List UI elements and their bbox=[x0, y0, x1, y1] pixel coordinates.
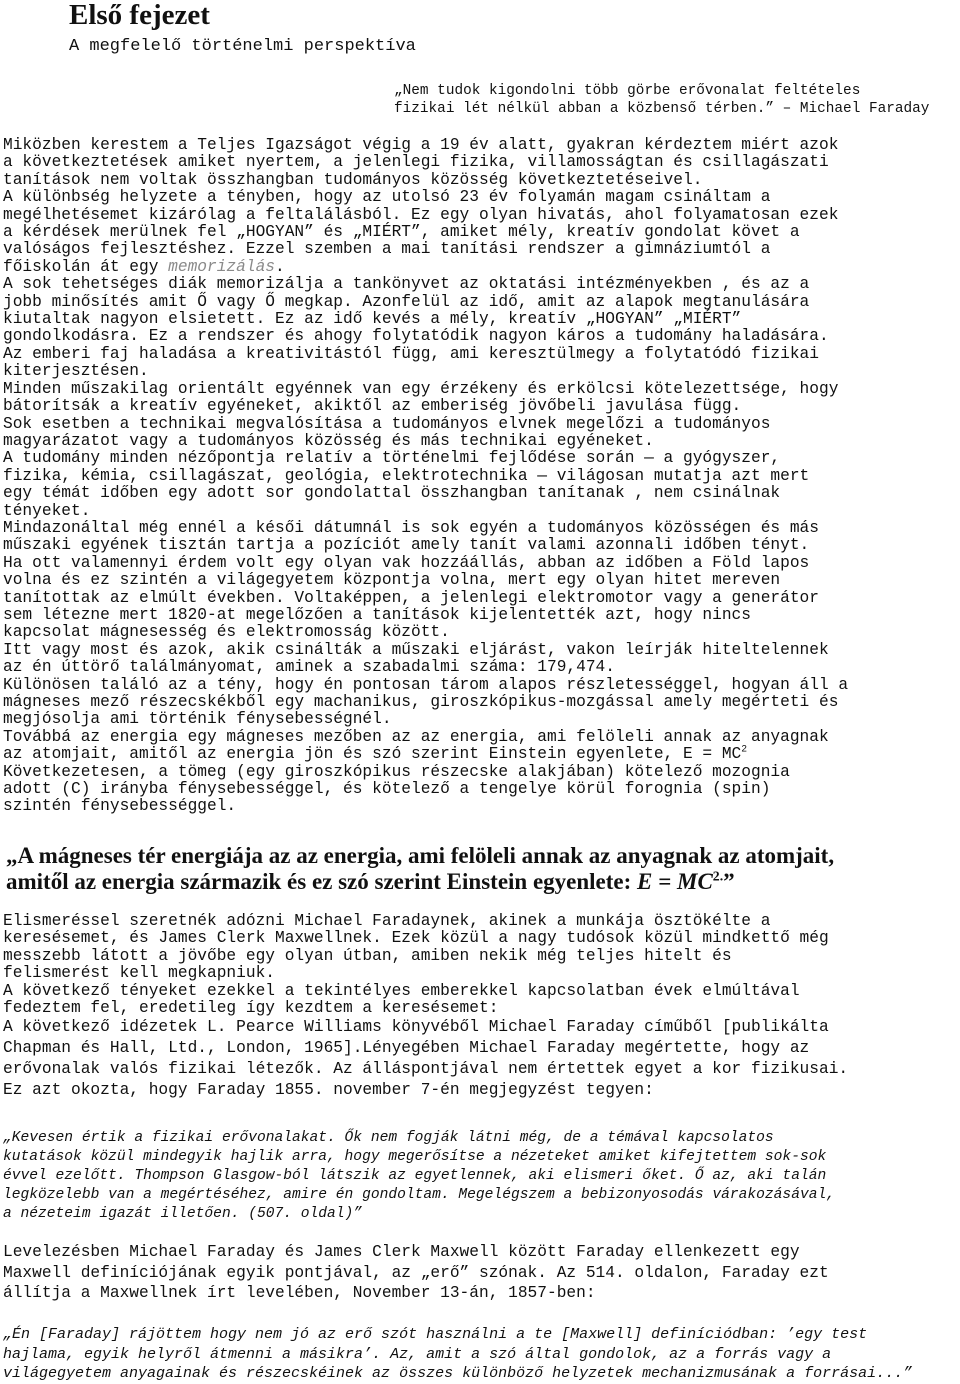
text-line: A különbség helyzete a tényben, hogy az utolsó 23 év folyamán magam csináltam a bbox=[3, 188, 771, 207]
quote-line: hajlama, egyik helyről átmenni a másikra’. Az, amit a szó által gondolok, az a forrás vagy a bbox=[3, 1345, 832, 1363]
text-line: A tudomány minden nézőpontja relatív a történelmi fejlődése során — a gyógyszer, bbox=[3, 449, 781, 468]
text-line: A következő tényeket ezekkel a tekintélyes emberekkel kapcsolatban évek elmúltával bbox=[3, 981, 800, 1000]
quote-line: „Én [Faraday] rájöttem hogy nem jó az erő szót használni a te [Maxwell] definíciódban: ’egy test bbox=[3, 1326, 868, 1343]
text-line: erővonalak valós fizikai létezők. Az álláspontjával nem értettek egyet a kor fizikusai. bbox=[3, 1060, 849, 1079]
text-fragment: főiskolán át egy bbox=[3, 257, 169, 276]
pull-quote-line: „A mágneses tér energiája az az energia, ami felöleli annak az anyagnak az atomjait, bbox=[6, 843, 835, 868]
text-line: a kérdések merülnek fel „HOGYAN” és „MIÉRT”, amiket mély, kreatív gondolat követ a bbox=[3, 223, 800, 242]
text-line: Következetesen, a tömeg (egy giroszkópikus részecske alakjában) kötelező mozognia bbox=[3, 762, 790, 781]
quote-line: évvel ezelőtt. Thompson Glasgow-ból látszik az egyetlennek, aki elismeri őket. Ő az, aki talán bbox=[3, 1168, 827, 1185]
quote-line: „Kevesen értik a fizikai erővonalakat. Ők nem fogják látni még, de a témával kapcsolatos bbox=[3, 1130, 774, 1146]
text-line: Ha ott valamennyi érdem volt egy olyan vak hozzáállás, abban az időben a Föld lapos bbox=[3, 553, 810, 572]
text-line: fedeztem fel, eredetileg így kezdtem a keresésemet: bbox=[3, 999, 499, 1018]
text-line: Ez azt okozta, hogy Faraday 1855. november 7-én megjegyzést tegyen: bbox=[3, 1080, 654, 1099]
acknowledgement-text bbox=[3, 913, 959, 1101]
text-line: A következő idézetek L. Pearce Williams könyvéből Michael Faraday címűből [publikálta bbox=[3, 1018, 829, 1037]
epigraph-line: fizikai lét nélkül abban a közbenső térben.” – Michael Faraday bbox=[394, 101, 930, 117]
text-line: tényeket. bbox=[3, 501, 91, 520]
pull-quote-text: amitől az energia származik és ez szó szerint Einstein egyenlete: bbox=[6, 869, 638, 894]
epigraph-line: „Nem tudok kigondolni több görbe erővonalat feltételes bbox=[394, 83, 861, 99]
text-line: magyarázatot vagy a tudományos közösség és más technikai egyéneket. bbox=[3, 431, 654, 450]
text-line: tanítottak az elmúlt években. Voltaképpen, a jelenlegi elektromotor vagy a generátor bbox=[3, 588, 819, 607]
text-line: Az emberi faj haladása a kreativitástól függ, ami keresztülmegy a folytatódó fizikai bbox=[3, 344, 819, 363]
text-line: Minden műszakilag orientált egyénnek van egy érzékeny és erkölcsi kötelezettsége, hogy bbox=[3, 379, 839, 398]
text-fragment: . bbox=[275, 257, 285, 276]
main-text bbox=[3, 137, 959, 816]
text-line: állítja a Maxwellnek írt levelében, November 13-án, 1857-ben: bbox=[3, 1284, 596, 1303]
text-line: kiterjesztésen. bbox=[3, 362, 149, 381]
text-line: tanítások nem voltak összhangban tudományos közösség következtetéseivel. bbox=[3, 170, 703, 189]
text-line: kapcsolat mágnesesség és elektromosság között. bbox=[3, 623, 450, 642]
superscript: 2 bbox=[741, 743, 748, 755]
correspondence-text bbox=[3, 1242, 959, 1304]
chapter-subtitle: A megfelelő történelmi perspektíva bbox=[69, 37, 416, 56]
text-line: Itt vagy most és azok, akik csinálták a műszaki eljárást, vakon leírják hiteltelennek bbox=[3, 640, 829, 659]
text-line: valóságos fejlesztéshez. Ezzel szemben a mai tanítási rendszer a gimnáziumtól a bbox=[3, 240, 771, 259]
text-line: Levelezésben Michael Faraday és James Clerk Maxwell között Faraday ellenkezett egy bbox=[3, 1243, 800, 1261]
faraday-quote bbox=[3, 1129, 953, 1224]
text-line: volna és ez szintén a világegyetem központja volna, mert egy olyan hitet mereven bbox=[3, 571, 781, 590]
quote-line: legközelebb van a megértéséhez, amire én gondoltam. Megelégszem a bebizonyosodás várakozásával, bbox=[3, 1187, 835, 1204]
text-line: sem létezne mert 1820-at megelőzően a tanítások kijelentették azt, hogy nincs bbox=[3, 605, 751, 624]
text-line: megélhetésemet kizárólag a feltalálásból. Ez egy olyan hivatás, ahol folyamatosan ezek bbox=[3, 205, 839, 224]
text-line: felismerést kell megkapniuk. bbox=[3, 964, 275, 983]
text-line: fizika, kémia, csillagászat, geológia, elektrotechnika — világosan mutatja azt mert bbox=[3, 466, 810, 485]
text-line: a következtetések amiket nyertem, a jelenlegi fizika, villamosságtan és csillagászati bbox=[3, 153, 829, 172]
text-fragment: az atomjait, amitől az energia jön és szó szerint Einstein egyenlete, E = MC bbox=[3, 745, 742, 764]
einstein-formula: E = MC bbox=[637, 869, 713, 894]
memorize-word: memorizálás bbox=[168, 257, 275, 276]
text-line: gondolkodásra. Ez a rendszer és ahogy folytatódik nagyon káros a tudomány haladására. bbox=[3, 327, 829, 346]
formula-superscript: 2. bbox=[712, 868, 724, 884]
epigraph bbox=[394, 82, 929, 118]
text-line: Chapman és Hall, Ltd., London, 1965].Lényegében Michael Faraday megértette, hogy az bbox=[3, 1039, 810, 1058]
pull-quote-line bbox=[6, 869, 956, 895]
text-line-memorize bbox=[3, 259, 959, 276]
faraday-letter-quote bbox=[3, 1325, 959, 1384]
text-line: Sok esetben a technikai megvalósítása a tudományos elvnek megelőzi a tudományos bbox=[3, 414, 771, 433]
pull-quote bbox=[6, 843, 956, 895]
text-line: műszaki egyének tisztán tartja a pozíciót amely tanít valami azonnali időben tényt. bbox=[3, 536, 810, 555]
text-line: keresésemet, és James Clerk Maxwellnek. Ezek közül a nagy tudósok közül mindkettő még bbox=[3, 929, 829, 948]
quote-line: kutatások közül mindegyik hajlik arra, hogy megerősítse a nézeteket amiket kifejtettem sok-sok bbox=[3, 1149, 827, 1166]
text-line: adott (C) irányba fénysebességgel, és kötelező a tengelye körül forognia (spin) bbox=[3, 780, 771, 799]
quote-line: a nézeteim igazát illetően. (507. oldal)” bbox=[3, 1206, 363, 1223]
chapter-title: Első fejezet bbox=[69, 0, 210, 31]
text-line: szintén fénysebességgel. bbox=[3, 797, 237, 816]
text-line: mágneses mező részecskékből egy machanikus, giroszkópikus-mozgással amely megérteti és bbox=[3, 693, 839, 711]
pull-quote-close: ” bbox=[723, 869, 735, 894]
quote-line: világegyetem anyagainak és részecskéinek az összes különböző helyzetek mechanizmusának a forrásai...” bbox=[3, 1365, 913, 1382]
text-line: egy témát időben egy adott sor gondolattal összhangban tanítanak , nem csinálnak bbox=[3, 484, 781, 503]
text-line: messzebb látott a jövőbe egy olyan útban, amiben nekik még teljes hitelt és bbox=[3, 946, 732, 965]
text-line: Maxwell definíciójának egyik pontjával, az „erő” szónak. Az 514. oldalon, Faraday ezt bbox=[3, 1263, 829, 1282]
text-line: Különösen találó az a tény, hogy én pontosan tárom alapos részletességgel, hogyan áll a bbox=[3, 675, 849, 694]
text-line: Továbbá az energia egy mágneses mezőben az az energia, ami felöleli annak az anyagnak bbox=[3, 727, 829, 746]
text-line: megjósolja ami történik fénysebességnél. bbox=[3, 710, 392, 729]
text-line: kiutaltak nagyon elsietett. Ez az idő kevés a mély, kreatív „HOGYAN” „MIÉRT” bbox=[3, 310, 742, 329]
text-line: bátorítsák a kreatív egyéneket, akiktől az emberiség jövőbeli javulása függ. bbox=[3, 397, 742, 416]
text-line: Elismeréssel szeretnék adózni Michael Faradaynek, akinek a munkája ösztökélte a bbox=[3, 912, 771, 930]
text-line: az én úttörő találmányomat, aminek a szabadalmi száma: 179,474. bbox=[3, 658, 615, 677]
text-line: Miközben kerestem a Teljes Igazságot végig a 19 év alatt, gyakran kérdeztem miért azok bbox=[3, 136, 839, 154]
text-line: jobb minősítés amit Ő vagy Ő megkap. Azonfelül az idő, amit az alapok megtanulására bbox=[3, 292, 810, 311]
text-line: A sok tehetséges diák memorizálja a tankönyvet az oktatási intézményekben , és az a bbox=[3, 275, 810, 294]
text-line: Mindazonáltal még ennél a késői dátumnál is sok egyén a tudományos közösségen és más bbox=[3, 518, 819, 537]
text-line-einstein bbox=[3, 743, 959, 764]
